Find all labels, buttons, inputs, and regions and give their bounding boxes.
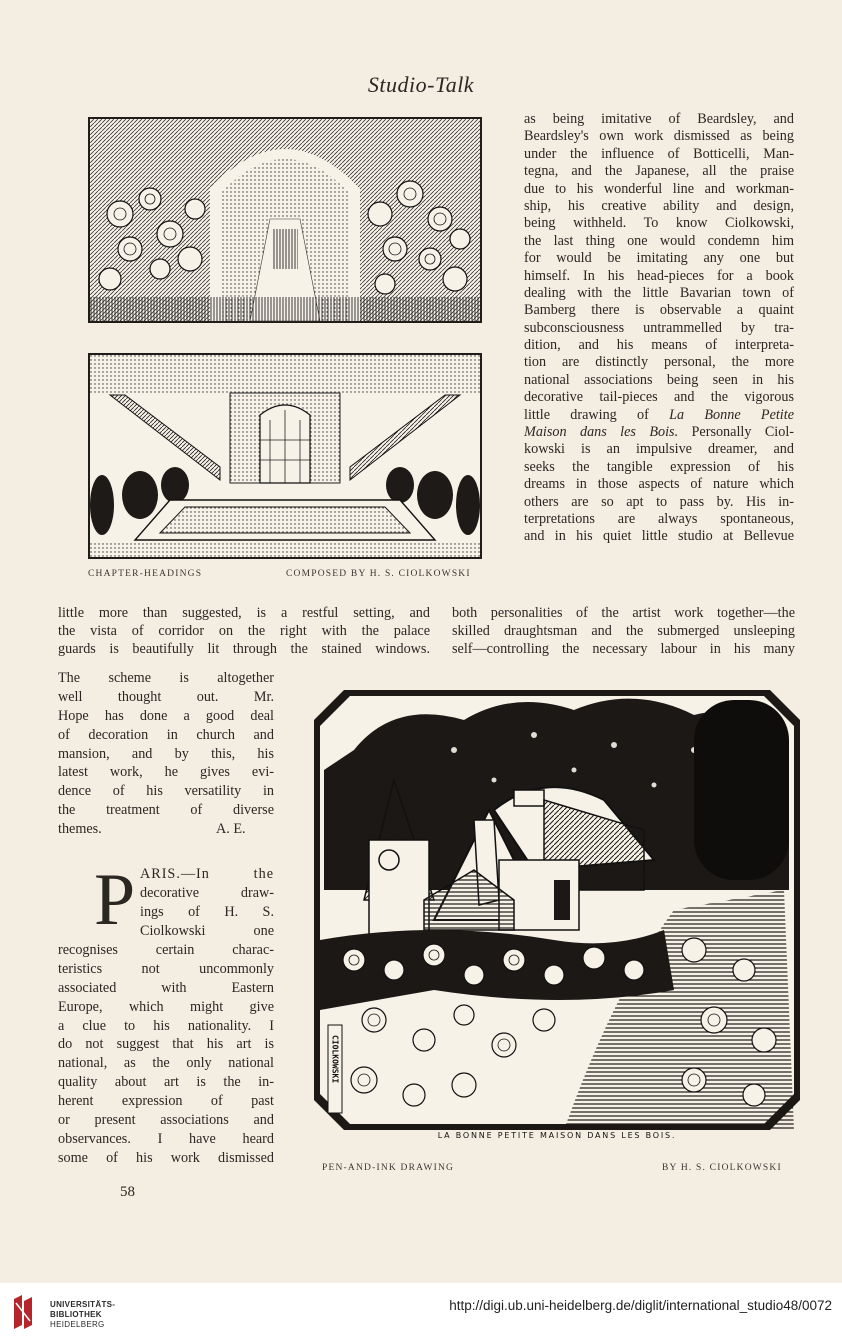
text-line: dreams in those aspects of nature which [524,476,794,493]
text-line: being withheld. To know Ciolkowski, [524,215,794,232]
text-line [58,820,274,839]
text-line [524,424,794,441]
text-line: guards is beautifully lit through the stained windows. [58,641,430,657]
text-line: ings of H. S. [140,903,274,920]
source-url-link[interactable]: http://digi.ub.uni-heidelberg.de/diglit/international_studio48/0072 [449,1298,832,1313]
text-line: decorative tail-pieces and the vigorous [524,389,794,406]
text-line: little more than suggested, is a restful setting, and [58,605,430,621]
text-line: under the influence of Botticelli, Man- [524,145,794,162]
text-line: both personalities of the artist work together—the [452,605,795,621]
text-line: tion are distinctly personal, the more [524,354,794,371]
text-line: kowski is an impulsive dreamer, and [524,441,794,458]
italic-title: Maison dans les Bois. [524,424,679,441]
text-line: herent expression of past [58,1093,274,1110]
text-line: self—controlling the necessary labour in his many [452,641,795,657]
library-logo-icon [10,1293,40,1333]
cottage-drawing [314,690,800,1140]
text-fragment: Personally Ciol- [691,424,794,441]
terrace-drawing [90,355,480,557]
text-line: tegna, and the Japanese, all the praise [524,163,794,180]
chapter-heading-terrace-illustration [88,353,482,559]
text-line: as being imitative of Beardsley, and [524,111,794,127]
text-line: due to his wonderful line and workman- [524,180,794,197]
text-line: Bamberg there is observable a quaint [524,302,794,319]
paris-body-text [58,941,274,1168]
text-line: national associations being seen in his [524,371,794,388]
text-line: mansion, and by this, his [58,745,274,762]
text-line: of decoration in church and [58,726,274,743]
text-line: quality about art is the in- [58,1074,274,1091]
italic-title: La Bonne Petite [669,406,794,423]
text-line: some of his work dismissed [58,1149,274,1166]
top-caption-right: COMPOSED BY H. S. CIOLKOWSKI [286,569,471,579]
text-line: do not suggest that his art is [58,1036,274,1053]
text-line: decorative draw- [140,884,274,901]
right-column-text [524,111,794,546]
running-title: Studio-Talk [367,72,475,97]
library-name-line: BIBLIOTHEK [50,1310,102,1319]
text-fragment: little drawing of [524,406,649,423]
drop-cap: P [94,859,136,941]
text-line: for would be imitating any one but [524,250,794,267]
text-line: others are so apt to pass by. His in- [524,493,794,510]
text-line: the last thing one would condemn him [524,232,794,249]
text-line: the treatment of diverse [58,802,274,819]
library-name [50,1300,115,1330]
wide-left-text [58,604,430,658]
text-line: Ciolkowski one [140,922,274,939]
wide-right-text [452,604,795,658]
text-line: terpretations are always spontaneous, [524,510,794,527]
text-line: or present associations and [58,1112,274,1129]
text-line: himself. In his head-pieces for a book [524,267,794,284]
text-line: dence of his versatility in [58,783,274,800]
text-line: skilled draughtsman and the submerged unsleeping [452,623,795,639]
text-line: dition, and his means of interpreta- [524,337,794,354]
text-line: latest work, he gives evi- [58,764,274,781]
text-line: dealing with the little Bavarian town of [524,284,794,301]
arch-drawing [90,119,480,321]
library-name-line: UNIVERSITÄTS- [50,1300,116,1309]
left-column-text [58,669,274,839]
text-line: ship, his creative ability and design, [524,197,794,214]
text-line: and in his quiet little studio at Bellevue [524,528,794,545]
text-line: Beardsley's own work dismissed as being [524,128,794,145]
text-line: subconsciousness untrammelled by tra- [524,319,794,336]
top-caption-left: CHAPTER-HEADINGS [88,569,203,579]
signature-label: CIOLKOWSKI [330,1035,340,1084]
text-fragment: themes. [58,821,102,838]
bottom-caption-right: BY H. S. CIOLKOWSKI [662,1163,782,1173]
chapter-heading-arch-illustration [88,117,482,323]
text-line: observances. I have heard [58,1130,274,1147]
text-line: a clue to his nationality. I [58,1017,274,1034]
signoff: A. E. [216,821,246,838]
text-line: the vista of corridor on the right with the palace [58,623,430,639]
text-line: seeks the tangible expression of his [524,458,794,475]
bottom-caption-left: PEN-AND-INK DRAWING [322,1163,455,1173]
text-line: national, as the only national [58,1055,274,1072]
library-name-line: HEIDELBERG [50,1320,105,1329]
banner-text: LA BONNE PETITE MAISON DANS LES BOIS. [437,1131,677,1140]
text-line: Europe, which might give [58,998,274,1015]
text-line: ARIS.—In the [140,866,274,882]
library-footer [0,1283,842,1343]
text-line: associated with Eastern [58,979,274,996]
text-line: teristics not uncommonly [58,960,274,977]
text-line: well thought out. Mr. [58,688,274,705]
text-line: Hope has done a good deal [58,707,274,724]
paris-cap-lines [140,865,274,941]
text-line: recognises certain charac- [58,942,274,958]
text-line: The scheme is altogether [58,670,274,686]
text-line [524,407,794,424]
cottage-illustration [314,690,800,1140]
page-number: 58 [120,1184,135,1200]
